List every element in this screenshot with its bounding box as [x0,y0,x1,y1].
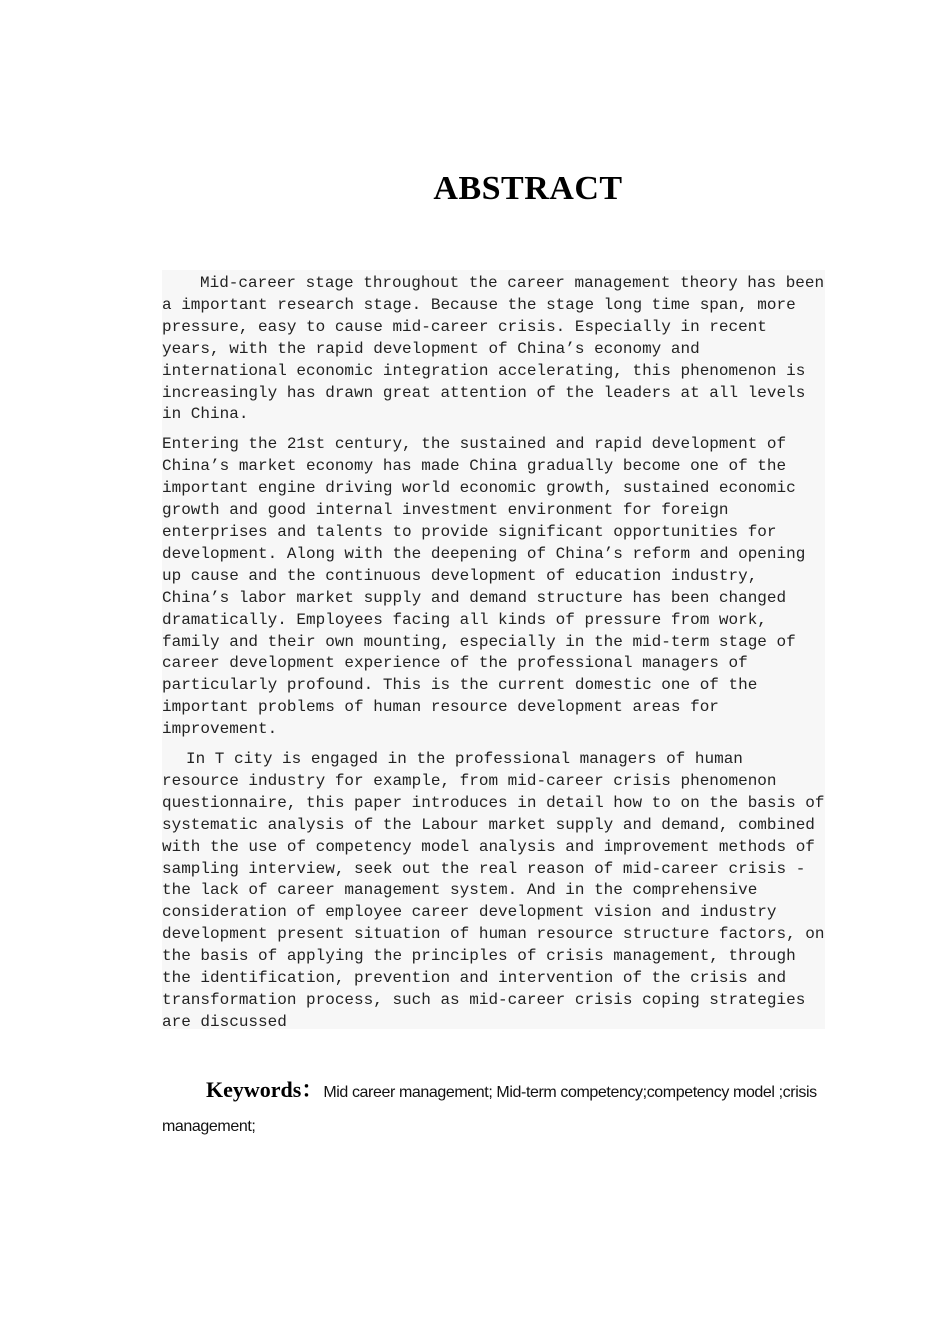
abstract-title: ABSTRACT [433,170,623,207]
abstract-paragraph-3: In T city is engaged in the professional managers of human resource industry for example, from mid-career crisis phenomenon questionnaire, this paper introduces in detail how to on the basis of systematic analysis of the Labour market supply and demand, combined with the use of competency model analysis and improvement methods of sampling interview, seek out the real reason of mid-career crisis - the lack of career management system. And in the comprehensive consideration of employee career development vision and industry development present situation of human resource structure factors, on the basis of applying the principles of crisis management, through the identification, prevention and intervention of the crisis and transformation process, such as mid-career crisis coping strategies are discussed [162,750,825,1031]
abstract-paragraph-1: Mid-career stage throughout the career management theory has been a important research stage. Because the stage long time span, more pressure, easy to cause mid-career crisis. Especially in recent years, with the rapid development of China’s economy and international economic integration accelerating, this phenomenon is increasingly has drawn great attention of the leaders at all levels in China. [162,274,825,424]
keywords-label: Keywords： [206,1077,324,1102]
abstract-body [162,270,825,1029]
keywords-text: Mid career management; Mid-term competency;competency model ;crisis management; [162,1084,817,1135]
keywords-section [162,1073,826,1144]
abstract-paragraph-2: Entering the 21st century, the sustained and rapid development of China’s market economy has made China gradually become one of the important engine driving world economic growth, sustained economic growth and good internal investment environment for foreign enterprises and talents to provide significant opportunities for development. Along with the deepening of China’s reform and opening up cause and the continuous development of education industry, China’s labor market supply and demand structure has been changed dramatically. Employees facing all kinds of pressure from work, family and their own mounting, especially in the mid-term stage of career development experience of the professional managers of particularly profound. This is the current domestic one of the important problems of human resource development areas for improvement. [162,435,806,739]
